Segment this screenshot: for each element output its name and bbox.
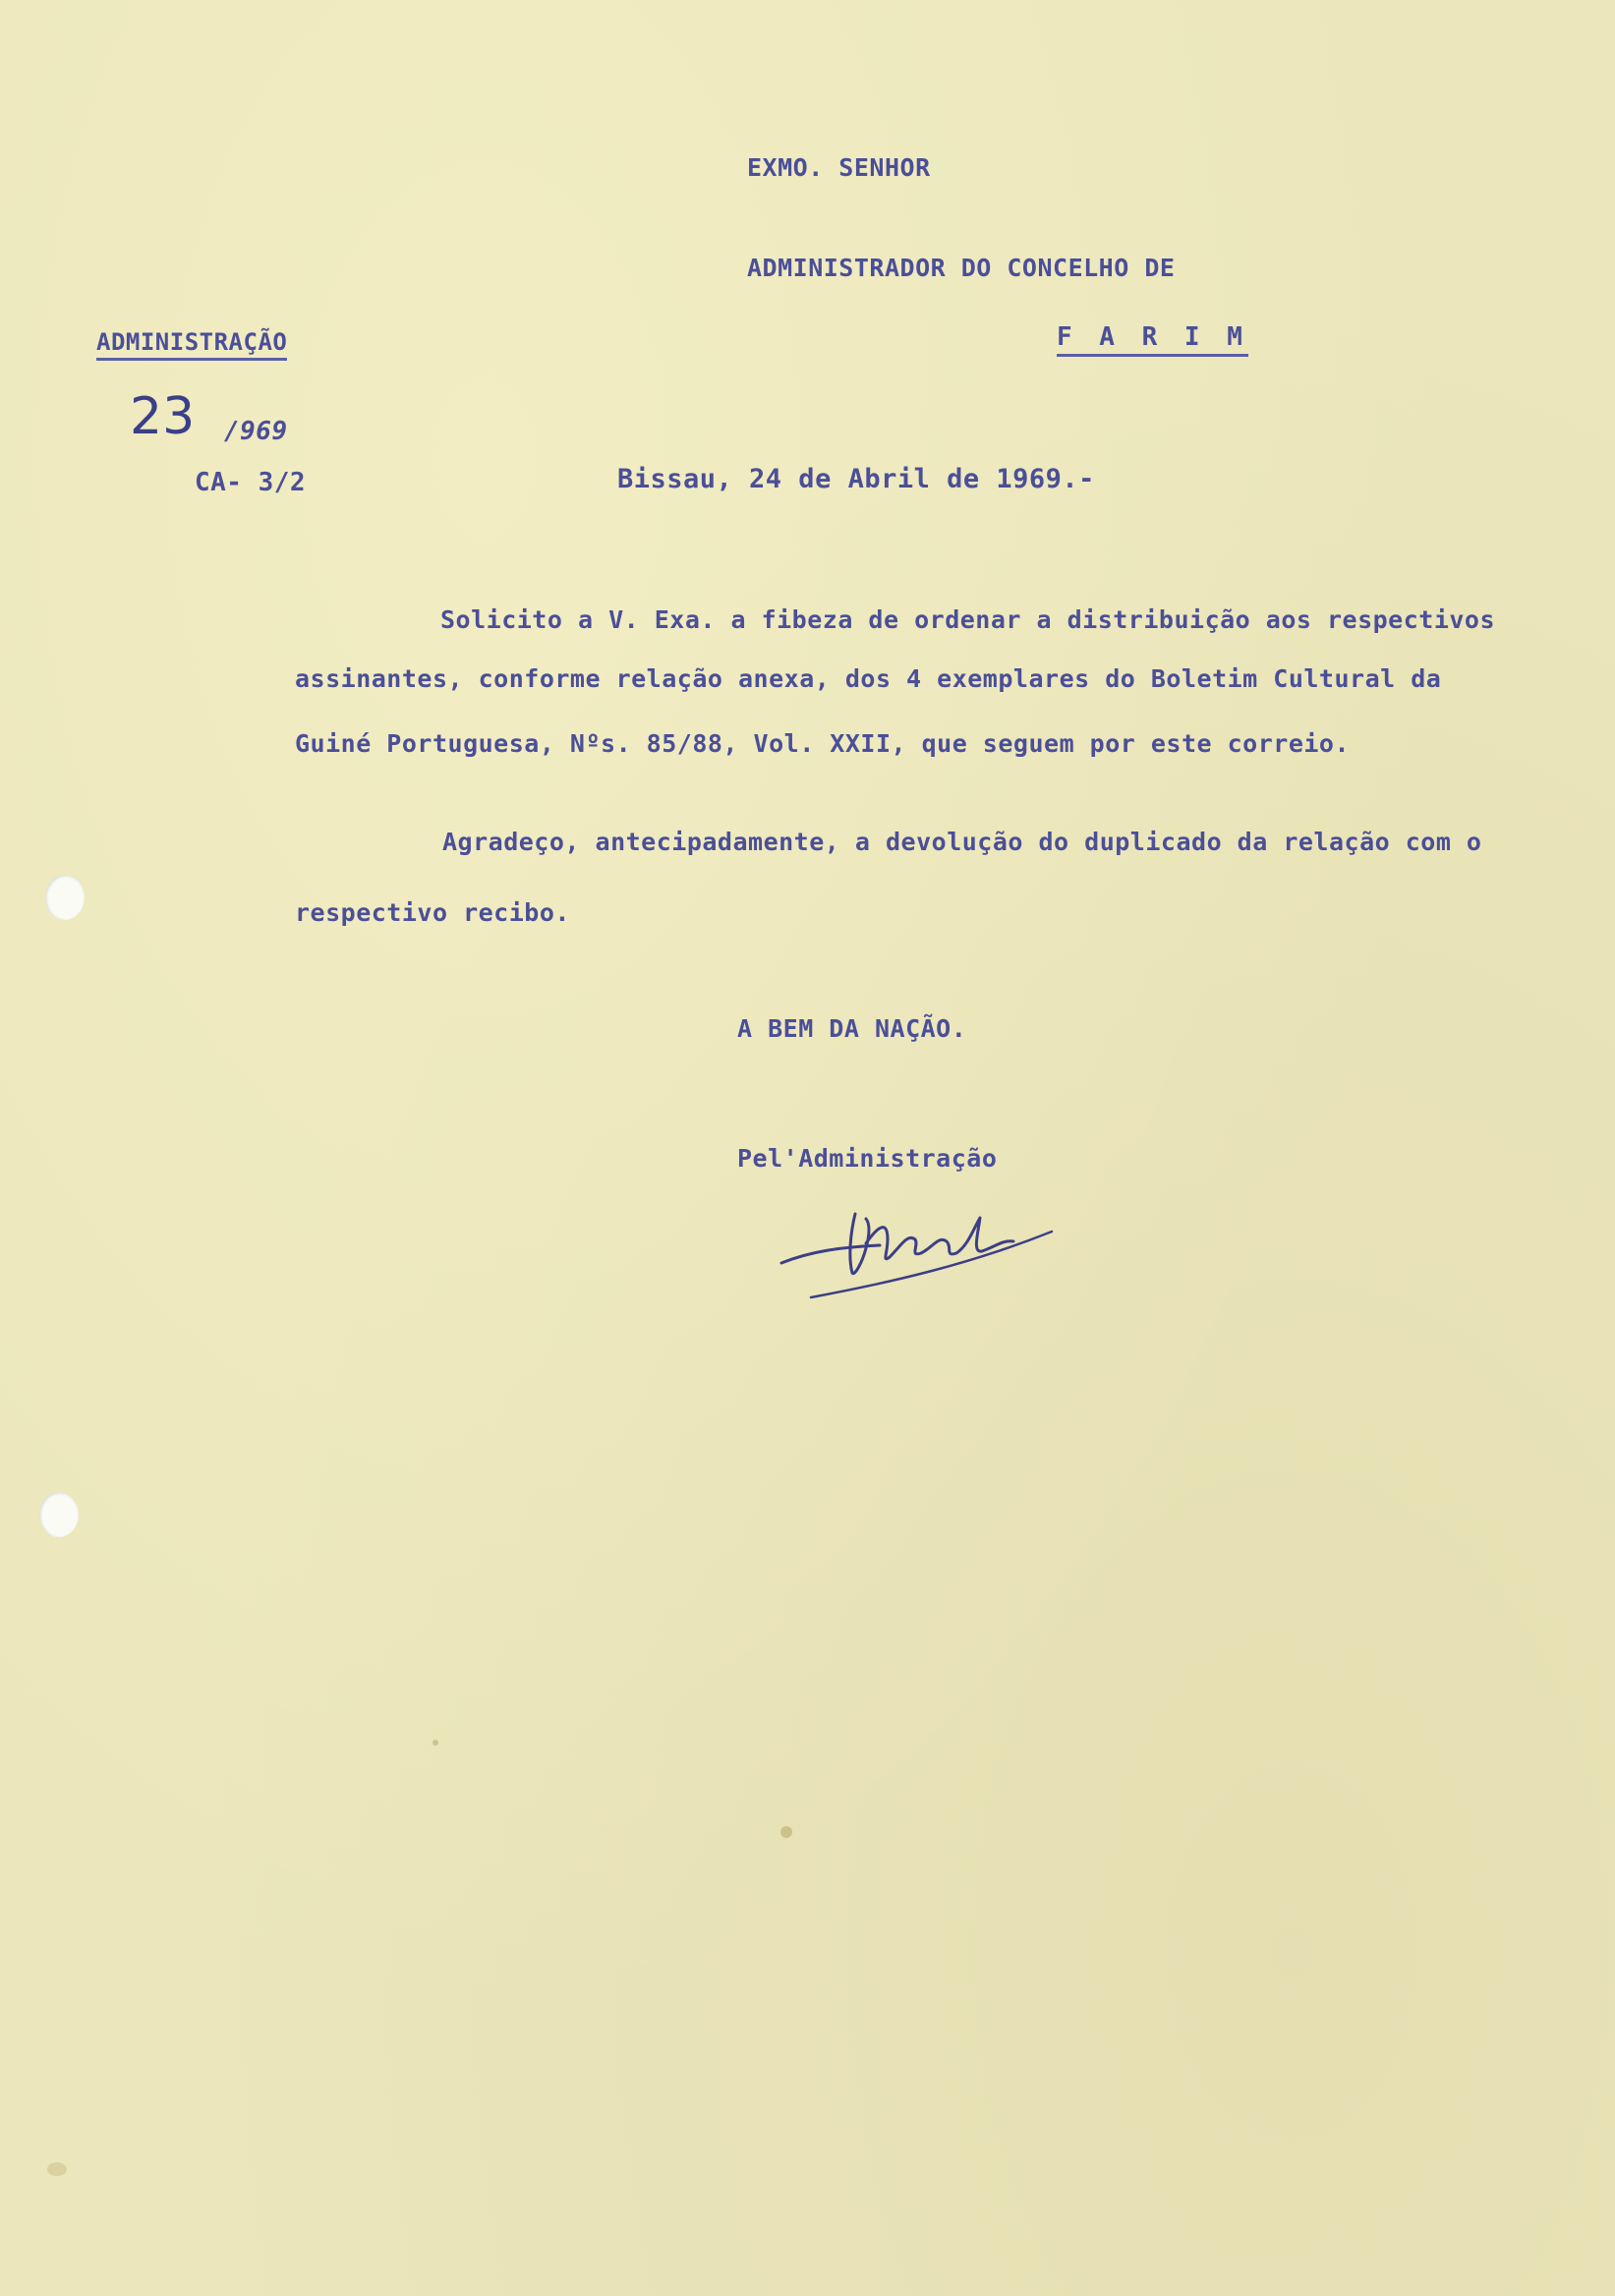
paper-spot bbox=[780, 1826, 792, 1838]
punch-hole-bottom bbox=[39, 1492, 79, 1537]
paragraph-2-line-2: respectivo recibo. bbox=[295, 898, 570, 927]
paragraph-1-line-1: Solicito a V. Exa. a fibeza de ordenar a distribuição aos respectivos bbox=[440, 605, 1496, 634]
office-label: ADMINISTRAÇÃO bbox=[96, 328, 287, 361]
signature-block-label: Pel'Administração bbox=[737, 1144, 998, 1173]
reference-number: 23 bbox=[130, 387, 196, 446]
paragraph-1-line-3: Guiné Portuguesa, Nºs. 85/88, Vol. XXII, que seguem por este correio. bbox=[295, 729, 1351, 758]
handwritten-signature bbox=[772, 1175, 1067, 1312]
paper-spot bbox=[433, 1740, 438, 1746]
punch-hole-top bbox=[45, 875, 85, 920]
paragraph-1-line-2: assinantes, conforme relação anexa, dos 4 exemplares do Boletim Cultural da bbox=[295, 664, 1442, 693]
reference-code: CA- 3/2 bbox=[195, 468, 307, 497]
addressee-title: ADMINISTRADOR DO CONCELHO DE bbox=[747, 254, 1176, 282]
closing-motto: A BEM DA NAÇÃO. bbox=[737, 1014, 967, 1043]
dateline: Bissau, 24 de Abril de 1969.- bbox=[617, 464, 1095, 494]
salutation: EXMO. SENHOR bbox=[747, 153, 931, 182]
paper-spot bbox=[47, 2162, 67, 2176]
paragraph-2-line-1: Agradeço, antecipadamente, a devolução do duplicado da relação com o bbox=[442, 828, 1482, 856]
addressee-place: F A R I M bbox=[1057, 322, 1248, 357]
reference-year: /969 bbox=[224, 417, 288, 446]
